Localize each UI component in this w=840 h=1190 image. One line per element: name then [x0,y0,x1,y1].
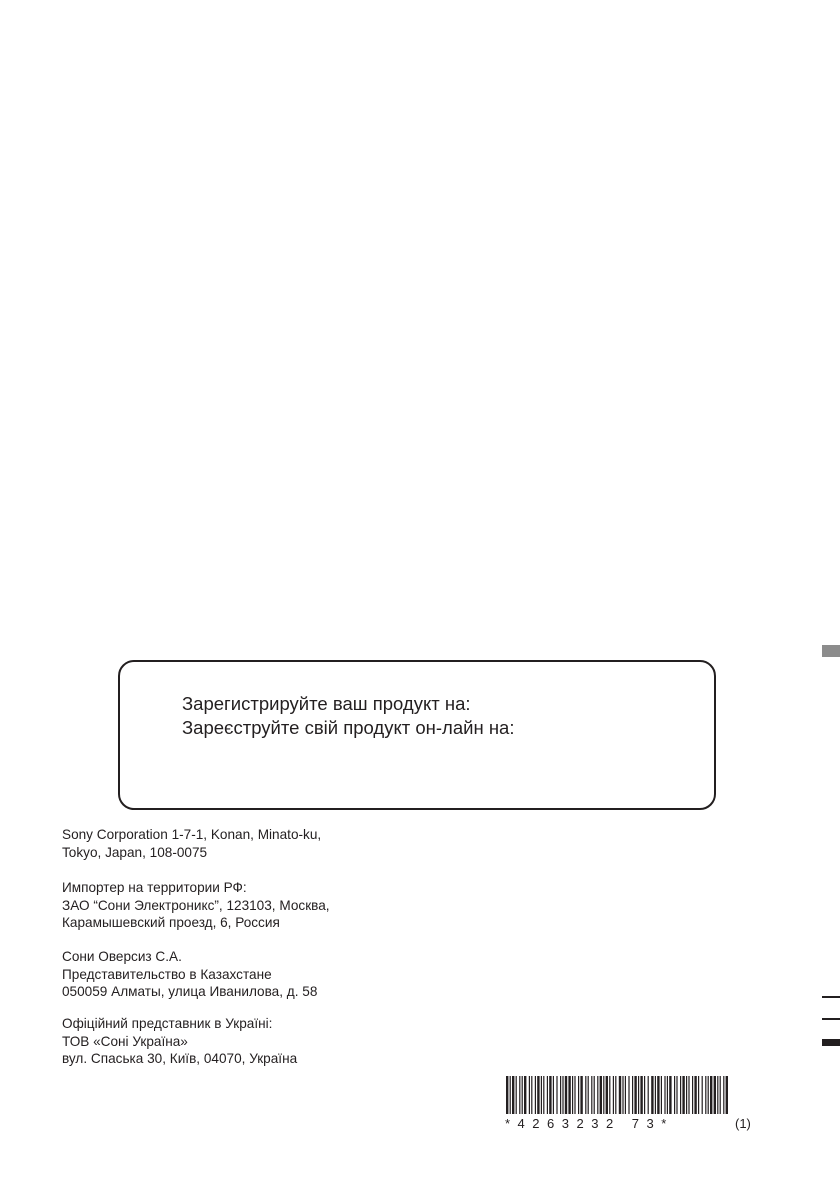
barcode-bar [657,1076,659,1114]
barcode-bar [588,1076,589,1114]
barcode-bar [676,1076,677,1114]
side-mark-line [822,1018,840,1020]
barcode-bar [692,1076,693,1114]
barcode-bar [625,1076,626,1114]
barcode-bar [562,1076,563,1114]
barcode-bar [622,1076,623,1114]
barcode-bar [640,1076,642,1114]
barcode-bar [632,1076,633,1114]
address-line: 050059 Алматы, улица Иванилова, д. 58 [62,984,318,999]
barcode-bar [698,1076,699,1114]
barcode-bar [726,1076,728,1114]
barcode-bar [543,1076,544,1114]
barcode-bar [655,1076,656,1114]
barcode-bar [661,1076,662,1114]
barcode-bar [549,1076,551,1114]
barcode-bar [664,1076,665,1114]
importer-rf-block [62,879,330,932]
address-line: Tokyo, Japan, 108-0075 [62,844,208,860]
address-line: Sony Corporation 1-7-1, Konan, Minato-ku, [62,827,322,842]
barcode-bar [705,1076,706,1114]
barcode-bar [537,1076,539,1114]
barcode-bar [669,1076,671,1114]
barcode-bar [613,1076,614,1114]
barcode-bar [568,1076,570,1114]
barcode-bar [506,1076,508,1114]
barcode-bar [674,1076,675,1114]
barcode-bar [628,1076,629,1114]
barcode-bar [572,1076,573,1114]
barcode-bar [600,1076,602,1114]
side-mark-bar [822,1039,840,1046]
barcode-bar [634,1076,636,1114]
barcode-bar [535,1076,536,1114]
address-line: Офіційний представник в Україні: [62,1016,273,1031]
barcode-suffix: (1) [735,1116,751,1131]
address-line: Карамышевский проезд, 6, Россия [62,915,280,930]
barcode-bar [708,1076,709,1114]
barcode-bar [717,1076,718,1114]
barcode-bar [714,1076,716,1114]
address-line: вул. Спаська 30, Київ, 04070, Україна [62,1051,298,1066]
barcode-bar [580,1076,582,1114]
registration-text-ua: Зареєструйте свій продукт он-лайн на: [182,717,515,738]
barcode-bar [531,1076,532,1114]
registration-box [118,660,716,810]
barcode-bar [553,1076,554,1114]
barcode-bar [529,1076,530,1114]
barcode-bar [524,1076,526,1114]
barcode-bar [648,1076,649,1114]
side-tab-gray-mark [822,645,840,657]
barcode-bar [686,1076,687,1114]
barcode-bar [512,1076,514,1114]
barcode-bar [594,1076,595,1114]
barcode-bar [694,1076,696,1114]
barcode-bar [519,1076,520,1114]
address-line: Импортер на территории РФ: [62,880,247,895]
barcode-bar [560,1076,561,1114]
barcode-bar [615,1076,616,1114]
barcode-bar [574,1076,575,1114]
barcode-image [506,1076,728,1114]
kazakhstan-office-block [62,948,317,1001]
barcode-bar [597,1076,598,1114]
barcode-bar [702,1076,703,1114]
barcode-bar [667,1076,668,1114]
sony-address-block [62,826,321,861]
address-line: Представительство в Казахстане [62,966,272,982]
barcode-bar [556,1076,557,1114]
barcode-bar [720,1076,721,1114]
ukraine-representative-block [62,1015,297,1068]
barcode-bar [603,1076,604,1114]
address-line: ТОВ «Соні Україна» [62,1033,188,1049]
address-line: ЗАО “Сони Электроникс”, 123103, Москва, [62,897,330,913]
barcode-bar [680,1076,681,1114]
side-mark-line [822,996,840,998]
barcode-bar [541,1076,542,1114]
barcode-bar [516,1076,517,1114]
barcode-bar [638,1076,639,1114]
barcode-bar [547,1076,548,1114]
barcode-bar [651,1076,653,1114]
barcode-bar [688,1076,689,1114]
barcode-bar [591,1076,592,1114]
registration-text-ru: Зарегистрируйте ваш продукт на: [182,693,471,714]
address-line: Сони Оверсиз С.А. [62,949,182,964]
barcode-bar [585,1076,586,1114]
barcode-bar [510,1076,511,1114]
barcode-bar [606,1076,608,1114]
barcode-bar [644,1076,645,1114]
barcode-bar [710,1076,712,1114]
barcode-bar [565,1076,567,1114]
barcode-bar [578,1076,579,1114]
barcode-bar [619,1076,621,1114]
barcode-bar [682,1076,684,1114]
barcode-bar [723,1076,724,1114]
barcode-bar [609,1076,610,1114]
barcode-bar [522,1076,523,1114]
barcode-digits: *4263232 73* [505,1116,674,1131]
